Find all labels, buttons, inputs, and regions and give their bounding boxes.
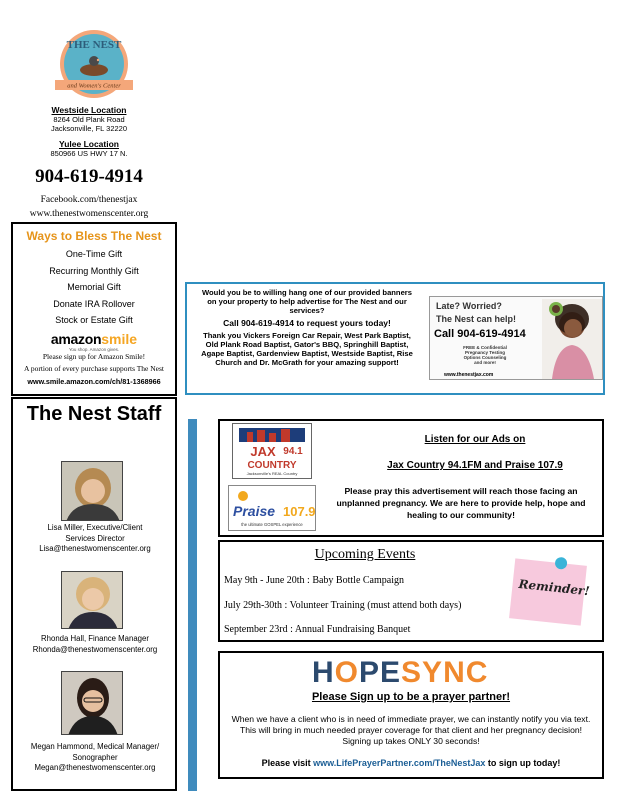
bless-title: Ways to Bless The Nest: [26, 229, 162, 243]
reminder-sticky-note: [509, 558, 591, 625]
staff-role-line: Lisa Miller, Executive/Client: [47, 523, 143, 532]
staff-email[interactable]: Lisa@thenestwomenscenter.org: [39, 544, 151, 553]
contact-block: [0, 105, 178, 221]
late-ad-title: Late? Worried?: [436, 301, 502, 311]
staff-role-line: Rhonda Hall, Finance Manager: [41, 634, 149, 643]
westside-location-title: Westside Location: [51, 105, 127, 115]
upcoming-events-box: [218, 540, 604, 642]
late-ad-line: FREE & Confidential: [463, 345, 507, 350]
radio-ads-box: [218, 419, 604, 537]
amazon-smile-word: smile: [101, 330, 138, 347]
staff-email[interactable]: Megan@thenestwomenscenter.org: [34, 763, 156, 772]
banner-question: Would you be to willing hang one of our provided banners on your property to help advertise for The Nest and our services?: [202, 288, 412, 316]
radio-body: Please pray this advertisement will reach those facing an unplanned pregnancy. We are here to provide help, hope and healing to our community!: [336, 486, 586, 520]
bless-item: One-Time Gift: [65, 249, 123, 259]
logo-subtitle: and Women's Center: [67, 82, 121, 90]
banner-call-phone: 904-619-4914: [241, 317, 295, 328]
hopesync-logo-pe: PE: [359, 656, 402, 689]
facebook-link[interactable]: Facebook.com/thenestjax: [40, 195, 138, 205]
yulee-location-title: Yulee Location: [59, 139, 119, 149]
banner-call-suffix: to request yours today!: [294, 317, 391, 328]
hopesync-visit-prefix: Please visit: [261, 758, 314, 768]
staff-info-lisa: [17, 523, 173, 555]
hopesync-visit-line: [220, 758, 602, 768]
praise-logo-tag: the ultimate GOSPEL experience: [241, 522, 303, 527]
banner-text-block: [197, 288, 417, 368]
bless-item: Stock or Estate Gift: [55, 315, 133, 325]
staff-info-megan: [17, 742, 173, 774]
hopesync-heading: Please Sign up to be a prayer partner!: [311, 691, 511, 703]
svg-text:THE NEST: THE NEST: [66, 39, 122, 51]
late-ad-subtitle: The Nest can help!: [436, 314, 517, 324]
woman-worried-photo: [542, 299, 602, 379]
late-ad-list: [440, 345, 530, 365]
hopesync-box: [218, 651, 604, 779]
hopesync-logo-h: H: [312, 656, 335, 689]
late-ad-line: and more!: [474, 360, 496, 365]
hopesync-body: When we have a client who is in need of immediate prayer, we can instantly notify you via text. This will bring in much needed prayer coverage for that client and her pregnancy decision! Signing up takes ONLY 30 seconds!: [231, 714, 591, 746]
nest-staff-box: [11, 397, 177, 791]
praise-logo-name: Praise: [233, 503, 276, 519]
amazon-smile-logo: [13, 331, 175, 352]
bless-item: Donate IRA Rollover: [53, 298, 135, 309]
amazon-smile-url[interactable]: www.smile.amazon.com/ch/81-1368966: [27, 376, 161, 386]
hopesync-logo: [312, 656, 532, 692]
staff-role-line: Sonographer: [72, 752, 118, 762]
yulee-address-line1: 850966 US HWY 17 N.: [50, 149, 128, 158]
banner-call-prefix: Call: [223, 317, 242, 328]
website-link[interactable]: www.thenestwomenscenter.org: [29, 209, 149, 219]
nest-logo: [49, 28, 139, 100]
banner-call-line: [197, 319, 417, 328]
pushpin-icon: [554, 557, 567, 570]
westside-address-line1: 8264 Old Plank Road: [53, 115, 125, 124]
amazon-tagline: You shop. Amazon gives.: [68, 346, 120, 352]
event-item: September 23rd : Annual Fundraising Banquet: [224, 624, 411, 635]
event-item: May 9th - June 20th : Baby Bottle Campaign: [224, 575, 404, 586]
late-worried-ad: [429, 296, 603, 380]
prayer-partner-link[interactable]: www.LifePrayerPartner.com/TheNestJax: [313, 758, 486, 768]
hopesync-visit-suffix: to sign up today!: [485, 758, 561, 768]
staff-photo-megan: [61, 671, 123, 735]
amazon-portion-text: A portion of every purchase supports The Nest: [23, 363, 165, 373]
ways-to-bless-box: [11, 222, 177, 396]
banner-request-box: [185, 282, 605, 395]
late-ad-line: Options Counseling: [463, 355, 507, 360]
westside-address-line2: Jacksonville, FL 32220: [50, 124, 127, 133]
jax-logo-word: COUNTRY: [247, 460, 297, 471]
main-phone-number: 904-619-4914: [35, 166, 143, 187]
staff-photo-rhonda: [61, 571, 123, 629]
jax-logo-freq: 94.1: [283, 446, 303, 457]
jax-logo-tag: Jacksonville's REAL Country: [246, 471, 298, 476]
event-item: July 29th-30th : Volunteer Training (must attend both days): [224, 600, 462, 611]
staff-email[interactable]: Rhonda@thenestwomenscenter.org: [32, 644, 158, 654]
staff-role-line: Megan Hammond, Medical Manager/: [30, 742, 160, 751]
late-ad-line: Pregnancy Testing: [465, 350, 505, 355]
staff-role-line: Services Director: [65, 533, 125, 543]
amazon-signup-text: Please sign up for Amazon Smile!: [42, 351, 146, 361]
radio-title: Listen for our Ads on: [424, 434, 526, 445]
bless-item: Recurring Monthly Gift: [49, 265, 139, 276]
reminder-text: Reminder!: [517, 576, 591, 599]
late-ad-call: Call 904-619-4914: [434, 328, 526, 340]
late-ad-web: www.thenestjax.com: [444, 372, 494, 378]
praise-logo-freq: 107.9: [283, 504, 315, 519]
bless-item: Memorial Gift: [67, 282, 121, 292]
nest-logo-graphic: [49, 28, 139, 100]
hopesync-logo-sync: SYNC: [401, 656, 489, 689]
events-title: Upcoming Events: [314, 547, 416, 562]
decorative-blue-bar: [188, 419, 197, 791]
jax-country-logo: [232, 423, 312, 479]
staff-info-rhonda: [17, 634, 173, 655]
hopesync-logo-o: O: [334, 656, 360, 689]
jax-logo-name: JAX: [250, 444, 276, 459]
banner-thanks: Thank you Vickers Foreign Car Repair, West Park Baptist, Old Plank Road Baptist, Gator's BBQ, Springhill Baptist, Agape Baptist, Gardenview Baptist, Westside Baptist, Rise Church and Dr. McGrath for your amazing support!: [201, 330, 413, 368]
staff-title: The Nest Staff: [26, 403, 162, 425]
praise-107-logo: [228, 485, 316, 531]
amazon-word: amazon: [50, 330, 102, 347]
staff-photo-lisa: [61, 461, 123, 521]
radio-stations: Jax Country 94.1FM and Praise 107.9: [387, 460, 563, 471]
